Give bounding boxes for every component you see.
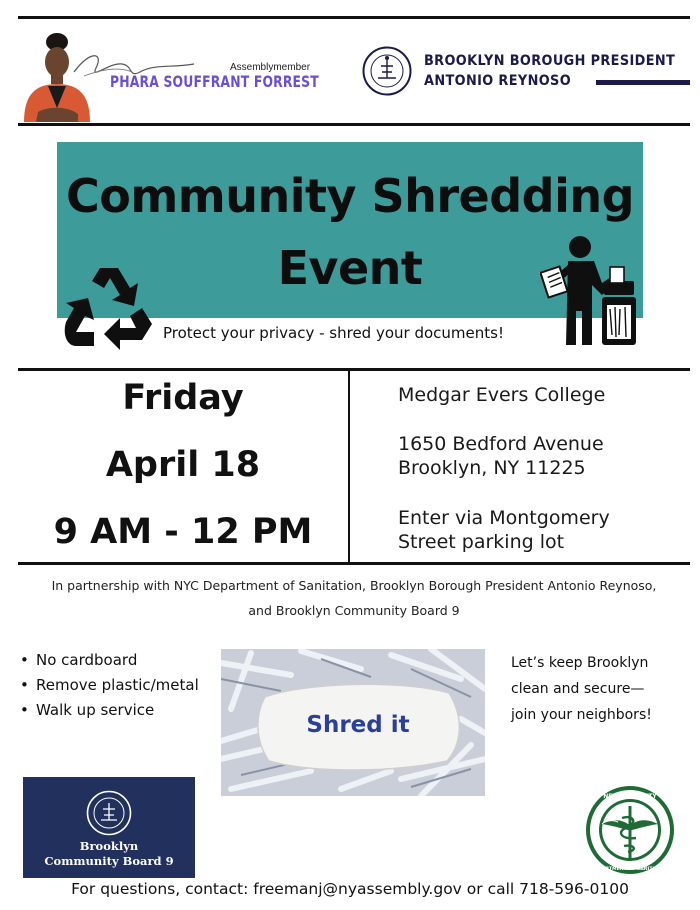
dsny-bottom-text: DEPARTMENT OF SANITATION	[592, 867, 668, 872]
event-date: April 18	[105, 445, 261, 485]
call-to-action	[511, 650, 652, 728]
info-column-divider	[348, 370, 350, 564]
event-day: Friday	[122, 378, 244, 418]
dsny-top-text: NEW YORK CITY	[603, 793, 657, 800]
assemblymember-title: Assemblymember	[230, 62, 311, 73]
address-line1: 1650 Bedford Avenue	[398, 433, 604, 455]
city-seal-icon	[362, 46, 412, 96]
header-bottom-rule	[18, 123, 690, 126]
borough-president-title: BROOKLYN BOROUGH PRESIDENT	[424, 53, 676, 69]
entrance-line1: Enter via Montgomery	[398, 507, 610, 529]
cta-line2: clean and secure—	[511, 681, 645, 697]
dsny-logo-icon	[584, 784, 676, 876]
rule-item: • Remove plastic/metal	[18, 673, 199, 698]
entrance-directions	[398, 506, 610, 554]
cta-line3: join your neighbors!	[511, 707, 652, 723]
entrance-line2: Street parking lot	[398, 531, 565, 553]
info-bottom-rule	[18, 562, 690, 565]
shredding-person-icon	[540, 233, 640, 348]
info-top-rule	[18, 368, 690, 371]
partnership-note	[18, 573, 690, 623]
event-tagline: Protect your privacy - shred your documents!	[163, 324, 504, 342]
name-underline-bar	[596, 80, 690, 85]
partnership-line1: In partnership with NYC Department of Sanitation, Brooklyn Borough President Antonio Reynoso,	[51, 578, 657, 593]
top-rule	[18, 16, 690, 19]
venue-address	[398, 432, 604, 480]
recycle-icon	[60, 262, 156, 354]
community-board-seal-icon	[86, 790, 132, 836]
rule-item: • No cardboard	[18, 648, 199, 673]
borough-president-name: ANTONIO REYNOSO	[424, 73, 572, 89]
event-title-line2: Event	[277, 241, 423, 295]
event-time: 9 AM - 12 PM	[53, 512, 313, 552]
event-title-line1: Community Shredding	[65, 169, 635, 223]
cta-line1: Let’s keep Brooklyn	[511, 655, 649, 671]
community-board-line1: Brooklyn	[79, 839, 139, 853]
shredded-paper-photo	[221, 649, 485, 796]
partnership-line2: and Brooklyn Community Board 9	[248, 603, 460, 618]
contact-line: For questions, contact: freemanj@nyassembly.gov or call 718-596-0100	[71, 880, 629, 898]
venue-name: Medgar Evers College	[398, 384, 606, 406]
assemblymember-name: PHARA SOUFFRANT FORREST	[110, 72, 319, 91]
event-rules-list	[18, 648, 199, 723]
community-board-name	[23, 839, 195, 869]
community-board-line2: Community Board 9	[44, 854, 174, 868]
photo-caption: Shred it	[306, 711, 410, 738]
rule-item: • Walk up service	[18, 698, 199, 723]
address-line2: Brooklyn, NY 11225	[398, 457, 586, 479]
community-board-logo	[23, 777, 195, 878]
